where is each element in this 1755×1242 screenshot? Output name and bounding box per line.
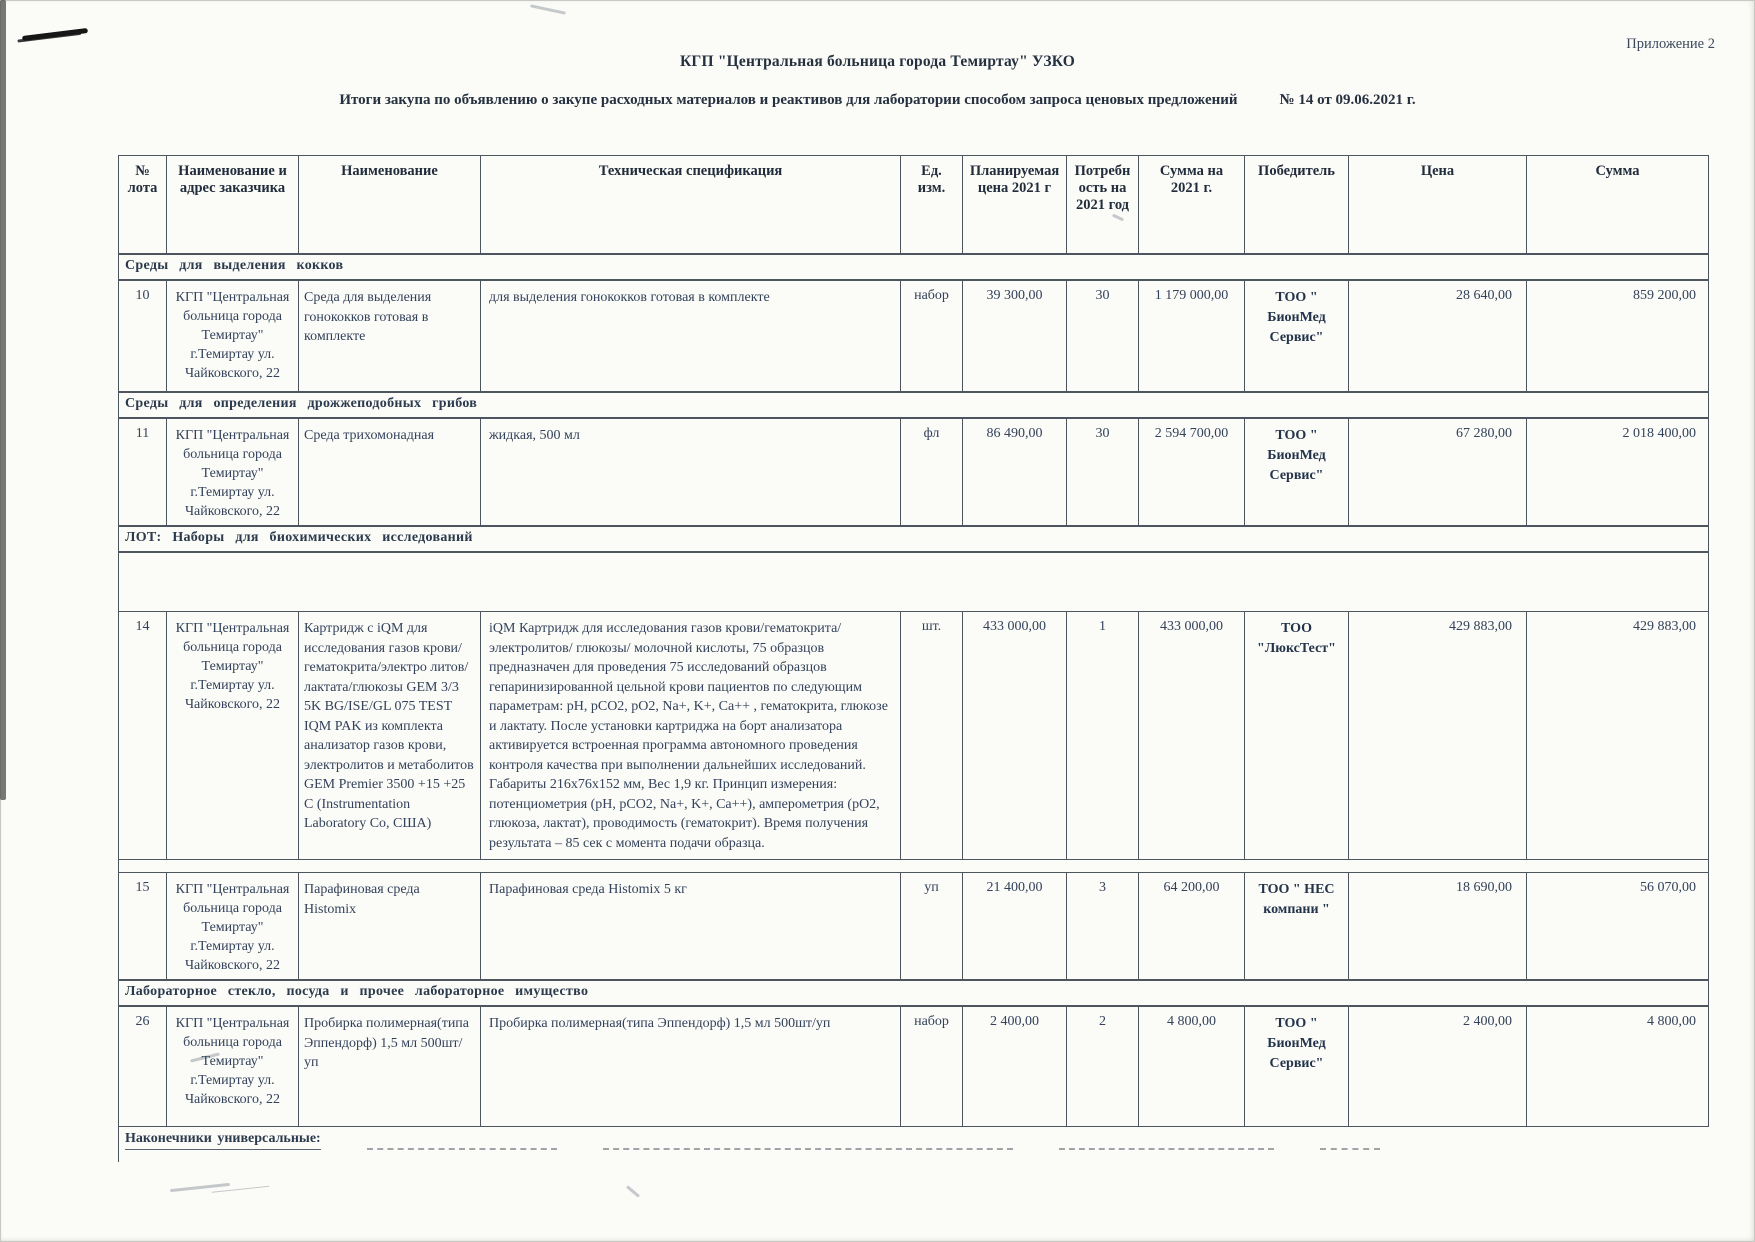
cell-spec: Парафиновая среда Histomix 5 кг: [481, 873, 901, 981]
cell-unit: набор: [901, 280, 963, 392]
cell-plan-price: 21 400,00: [963, 873, 1067, 981]
gap-cell: [119, 552, 1709, 612]
cell-lot: 14: [119, 612, 167, 860]
results-table: [118, 155, 1709, 1162]
cell-unit: набор: [901, 1006, 963, 1126]
subtitle-text: Итоги закупа по объявлению о закупе расходных материалов и реактивов для лаборатории способом запроса ценовых предложений: [339, 92, 1238, 108]
cell-price: 18 690,00: [1349, 873, 1527, 981]
section-end-row: [119, 1126, 1709, 1162]
section-row: [119, 526, 1709, 552]
ruled-dash-line: [603, 1145, 1013, 1150]
column-header: Победитель: [1245, 156, 1349, 255]
cell-customer: КГП "Центральная больница города Темиртау" г.Темиртау ул. Чайковского, 22: [167, 873, 299, 981]
table-row: [119, 280, 1709, 392]
cell-sum-2021: 4 800,00: [1139, 1006, 1245, 1126]
cell-sum-2021: 1 179 000,00: [1139, 280, 1245, 392]
section-end-cell: [119, 1126, 1709, 1162]
cell-spec: iQM Картридж для исследования газов крови/гематокрита/ электролитов/ глюкозы/ молочной кислоты, 75 образцов предназначен для проведения 75 исследований образцов гепаринизированной цельной крови пациентов по следующим параметрам: pH, pCO2, pO2, Na+, K+, Ca++ , гематокрита, глюкозе и лактату. После установки картриджа на борт анализатора активируется встроенная программа автономного проведения контроля качества при выполнении дальнейших исследований. Габариты 216х76х152 мм, Вес 1,9 кг. Принцип измерения: потенциометрия (pH, pCO2, Na+, K+, Ca++), амперометрия (pO2, глюкоза, лактат), проводимость (гематокрит). Время получения результата – 85 сек с момента подачи образца.: [481, 612, 901, 860]
cell-spec: для выделения гонококков готовая в комплекте: [481, 280, 901, 392]
pen-mark-icon: [22, 28, 88, 41]
section-row: [119, 392, 1709, 418]
section-row: [119, 980, 1709, 1006]
cell-customer: КГП "Центральная больница города Темиртау" г.Темиртау ул. Чайковского, 22: [167, 280, 299, 392]
cell-sum-2021: 2 594 700,00: [1139, 418, 1245, 526]
cell-name: Среда для выделения гонококков готовая в комплекте: [299, 280, 481, 392]
cell-winner: ТОО " БионМед Сервис": [1245, 1006, 1349, 1126]
column-header: Планируемая цена 2021 г: [963, 156, 1067, 255]
cell-spec: жидкая, 500 мл: [481, 418, 901, 526]
column-header: № лота: [119, 156, 167, 255]
column-header: Цена: [1349, 156, 1527, 255]
cell-name: Среда трихомонадная: [299, 418, 481, 526]
section-label: Среды для выделения кокков: [119, 254, 1709, 280]
cell-customer: КГП "Центральная больница города Темиртау" г.Темиртау ул. Чайковского, 22: [167, 612, 299, 860]
ruled-dash-line: [367, 1145, 557, 1150]
section-label: Наконечники универсальные:: [125, 1131, 321, 1150]
column-header: Техническая спецификация: [481, 156, 901, 255]
column-header: Наименование: [299, 156, 481, 255]
scan-smudge: [626, 1185, 640, 1198]
ruled-dash-line: [1059, 1145, 1274, 1150]
cell-need: 3: [1067, 873, 1139, 981]
annex-label: Приложение 2: [1626, 36, 1715, 52]
cell-name: Пробирка полимерная(типа Эппендорф) 1,5 мл 500шт/уп: [299, 1006, 481, 1126]
column-header: Ед. изм.: [901, 156, 963, 255]
cell-lot: 11: [119, 418, 167, 526]
cell-price: 28 640,00: [1349, 280, 1527, 392]
results-table-container: [118, 155, 1708, 1162]
cell-winner: ТОО " БионМед Сервис": [1245, 280, 1349, 392]
cell-price: 2 400,00: [1349, 1006, 1527, 1126]
column-header: Наименование и адрес заказчика: [167, 156, 299, 255]
cell-winner: ТОО "ЛюксТест": [1245, 612, 1349, 860]
column-header: Сумма: [1527, 156, 1709, 255]
table-row: [119, 418, 1709, 526]
cell-name: Картридж с iQM для исследования газов крови/гематокрита/электро литов/лактата/глюкозы GEM 3/3 5K BG/ISE/GL 075 TEST IQM PAK из комплекта анализатор газов крови, электролитов и метаболитов GEM Premier 3500 +15 +25 C (Instrumentation Laboratory Co, США): [299, 612, 481, 860]
section-label: ЛОТ: Наборы для биохимических исследований: [119, 526, 1709, 552]
cell-need: 30: [1067, 280, 1139, 392]
table-row: [119, 612, 1709, 860]
document-subtitle: [0, 92, 1755, 109]
cell-winner: ТОО " БионМед Сервис": [1245, 418, 1349, 526]
cell-plan-price: 2 400,00: [963, 1006, 1067, 1126]
results-table-body: [119, 254, 1709, 1162]
header-row: [119, 156, 1709, 255]
cell-total: 2 018 400,00: [1527, 418, 1709, 526]
scan-smudge: [530, 4, 566, 14]
cell-lot: 10: [119, 280, 167, 392]
column-header: Сумма на 2021 г.: [1139, 156, 1245, 255]
scan-edge-shadow: [0, 0, 6, 800]
cell-spec: Пробирка полимерная(типа Эппендорф) 1,5 мл 500шт/уп: [481, 1006, 901, 1126]
cell-plan-price: 433 000,00: [963, 612, 1067, 860]
document-title: КГП "Центральная больница города Темиртау" УЗКО: [679, 53, 1076, 70]
cell-lot: 26: [119, 1006, 167, 1126]
cell-plan-price: 39 300,00: [963, 280, 1067, 392]
subtitle-number: № 14 от 09.06.2021 г.: [1279, 92, 1416, 108]
gap-row: [119, 552, 1709, 612]
column-header: Потребность на 2021 год: [1067, 156, 1139, 255]
section-label: Среды для определения дрожжеподобных грибов: [119, 392, 1709, 418]
ruled-dash-line: [1320, 1145, 1380, 1150]
cell-plan-price: 86 490,00: [963, 418, 1067, 526]
cell-need: 30: [1067, 418, 1139, 526]
table-row: [119, 1006, 1709, 1126]
cell-unit: фл: [901, 418, 963, 526]
table-row: [119, 873, 1709, 981]
cell-customer: КГП "Центральная больница города Темиртау" г.Темиртау ул. Чайковского, 22: [167, 418, 299, 526]
cell-need: 2: [1067, 1006, 1139, 1126]
scan-smudge: [170, 1183, 230, 1192]
section-label: Лабораторное стекло, посуда и прочее лабораторное имущество: [119, 980, 1709, 1006]
cell-total: 859 200,00: [1527, 280, 1709, 392]
gap-row: [119, 860, 1709, 873]
cell-customer: КГП "Центральная больница города Темиртау" г.Темиртау ул. Чайковского, 22: [167, 1006, 299, 1126]
cell-need: 1: [1067, 612, 1139, 860]
cell-name: Парафиновая среда Histomix: [299, 873, 481, 981]
cell-total: 429 883,00: [1527, 612, 1709, 860]
cell-unit: шт.: [901, 612, 963, 860]
cell-total: 56 070,00: [1527, 873, 1709, 981]
cell-winner: ТОО " НЕС компани ": [1245, 873, 1349, 981]
cell-lot: 15: [119, 873, 167, 981]
cell-price: 67 280,00: [1349, 418, 1527, 526]
cell-price: 429 883,00: [1349, 612, 1527, 860]
cell-unit: уп: [901, 873, 963, 981]
gap-cell: [119, 860, 1709, 873]
cell-total: 4 800,00: [1527, 1006, 1709, 1126]
cell-sum-2021: 433 000,00: [1139, 612, 1245, 860]
section-row: [119, 254, 1709, 280]
cell-sum-2021: 64 200,00: [1139, 873, 1245, 981]
